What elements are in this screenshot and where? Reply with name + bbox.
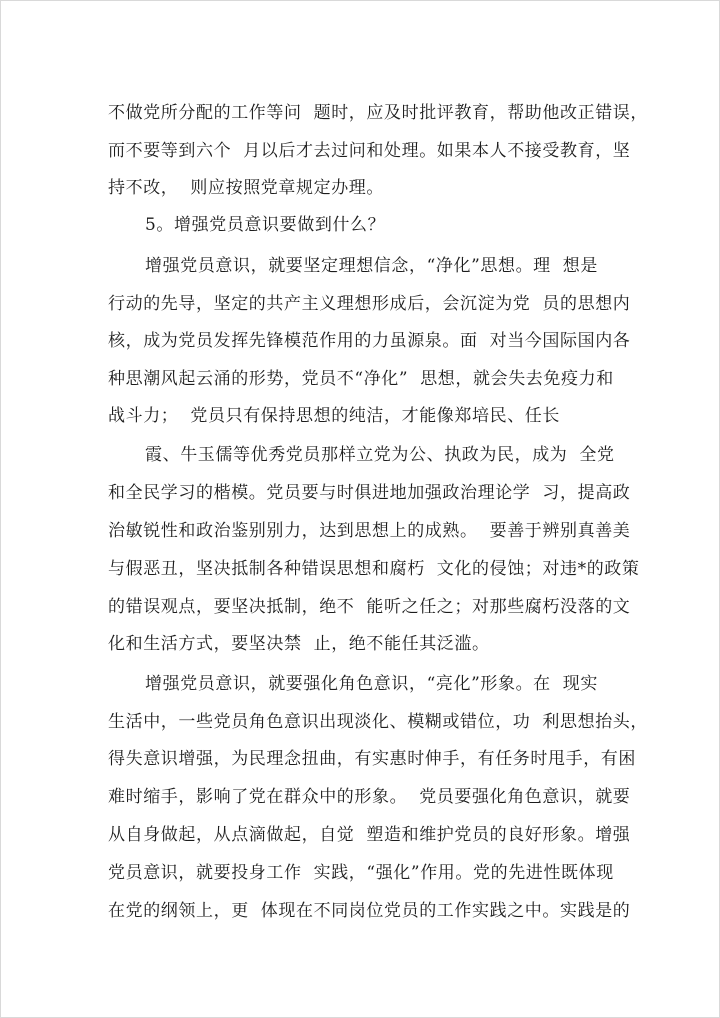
text-line: 化和生活方式，要坚决禁 止，绝不能任其泛滥。	[108, 634, 490, 654]
paragraph-start: 增强党员意识，就要坚定理想信念，“净化”思想。理 想是	[145, 256, 598, 276]
text-line: 不做党所分配的工作等问 题时，应及时批评教育，帮助他改正错误，	[108, 103, 649, 123]
text-line: 种思潮风起云涌的形势，党员不“净化” 思想，就会失去免疫力和	[108, 369, 614, 389]
text-line: 在党的纲领上，更 体现在不同岗位党员的工作实践之中。实践是的	[108, 901, 631, 921]
text-line: 党员意识，就要投身工作 实践，“强化”作用。党的先进性既体现	[108, 863, 614, 883]
text-line: 核，成为党员发挥先锋模范作用的力虽源泉。面 对当今国际国内各	[108, 331, 631, 351]
text-line: 持不改， 则应按照党章规定办理。	[108, 178, 385, 198]
paragraph-start: 霞、牛玉儒等优秀党员那样立党为公、执政为民，成为 全党	[145, 445, 615, 465]
text-line: 得失意识增强，为民理念扭曲，有实惠时伸手，有任务时甩手，有困	[108, 749, 636, 769]
paragraph-start: 增强党员意识，就要强化角色意识，“亮化”形象。在 现实	[145, 674, 598, 694]
text-line: 而不要等到六个 月以后才去过问和处理。如果本人不接受教育，坚	[108, 141, 631, 161]
text-line: 与假恶丑，坚决抵制各种错误思想和腐朽 文化的侵蚀；对违*的政策	[108, 559, 640, 579]
text-line: 从自身做起，从点滴做起，自觉 塑造和维护党员的良好形象。增强	[108, 825, 631, 845]
text-line: 行动的先导，坚定的共产主义理想形成后，会沉淀为党 员的思想内	[108, 294, 631, 314]
text-line: 难时缩手，影响了党在群众中的形象。 党员要强化角色意识，就要	[108, 787, 631, 807]
text-line: 和全民学习的楷模。党员要与时俱进地加强政治理论学 习，提高政	[108, 483, 631, 503]
text-line: 战斗力； 党员只有保持思想的纯洁，才能像郑培民、任长	[108, 406, 561, 426]
text-line: 生活中，一些党员角色意识出现淡化、模糊或错位，功 利思想抬头，	[108, 712, 649, 732]
text-line: 治敏锐性和政治鉴别别力，达到思想上的成熟。 要善于辨别真善美	[108, 521, 631, 541]
text-line: 的错误观点，要坚决抵制，绝不 能听之任之；对那些腐朽没落的文	[108, 597, 631, 617]
section-heading: 5。增强党员意识要做到什么？	[145, 215, 386, 235]
